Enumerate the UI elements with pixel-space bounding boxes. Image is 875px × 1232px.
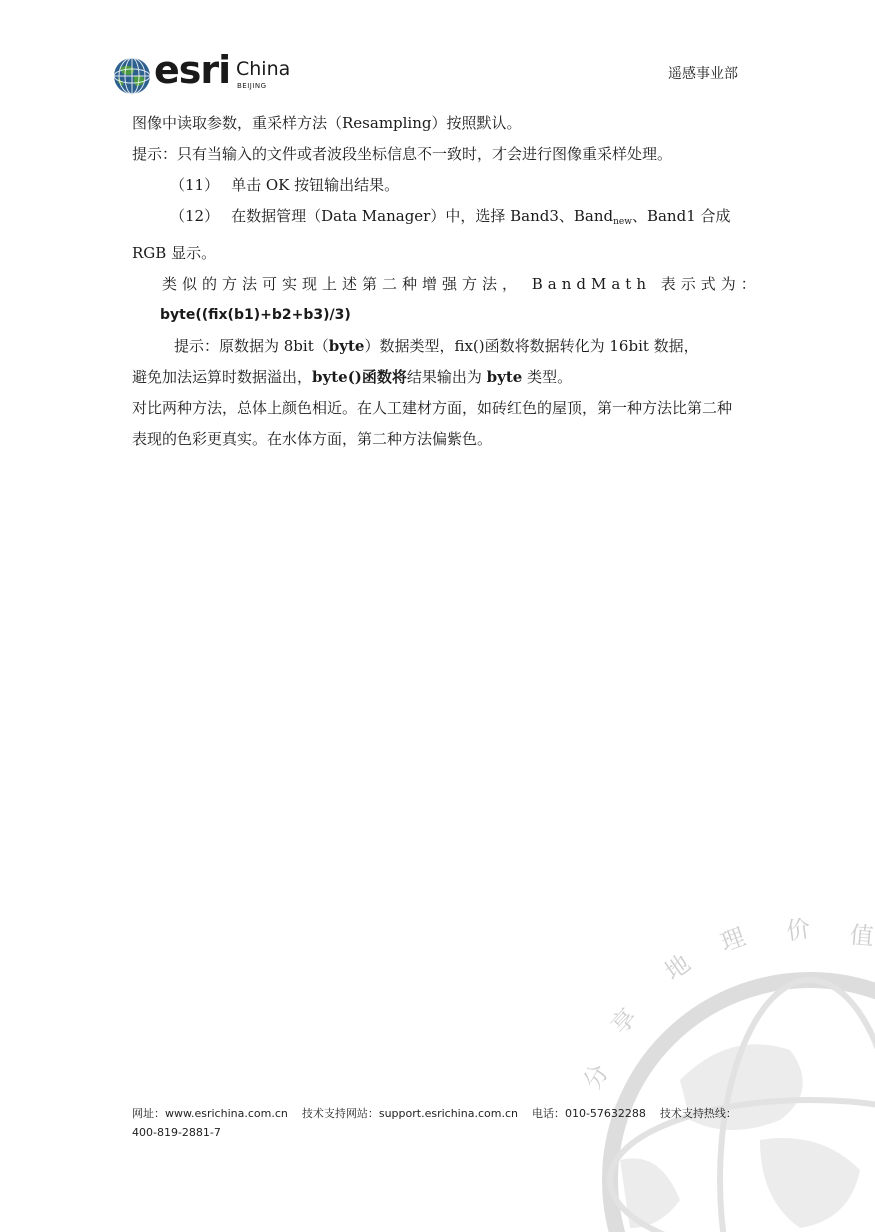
paragraph-comparison: 对比两种方法，总体上颜色相近。在人工建材方面，如砖红色的屋顶，第一种方法比第二种表现的色彩更真实。在水体方面，第二种方法偏紫色。 xyxy=(132,399,733,448)
watermark-char-3: 地 xyxy=(659,949,696,986)
paragraph-tip-datatype xyxy=(132,331,738,362)
esri-china-logo xyxy=(112,48,302,96)
document-body xyxy=(132,108,761,455)
department-label: 遥感事业部 xyxy=(668,66,738,82)
footer-support-site: 技术支持网站：support.esrichina.com.cn xyxy=(301,1107,518,1120)
watermark-char-4: 理 xyxy=(716,922,749,958)
step-12-continued: RGB 显示。 xyxy=(132,244,217,262)
watermark-char-5: 价 xyxy=(784,914,813,946)
step-11 xyxy=(132,170,738,201)
step-11-text: 单击 OK 按钮输出结果。 xyxy=(231,176,400,194)
watermark xyxy=(560,880,875,1228)
tip-text-a: 提示：原数据为 8bit（ xyxy=(174,337,329,355)
footer-website: 网址：www.esrichina.com.cn xyxy=(132,1107,288,1120)
tip-bold-byte-func: byte()函数将 xyxy=(312,368,407,386)
watermark-char-1: 分 xyxy=(578,1059,615,1095)
step-12-text-a: 在数据管理（Data Manager）中，选择 Band3、Band xyxy=(231,207,614,225)
paragraph-resampling: 图像中读取参数，重采样方法（Resampling）按照默认。 xyxy=(132,114,522,132)
step-12-subscript: new xyxy=(613,217,632,227)
step-11-number: （11） xyxy=(170,176,220,194)
paragraph-tip-coordinates: 提示：只有当输入的文件或者波段坐标信息不一致时，才会进行图像重采样处理。 xyxy=(132,145,673,163)
logo-china-text: China xyxy=(236,58,291,80)
watermark-char-6: 值 xyxy=(848,920,875,951)
tip-text-e: 类型。 xyxy=(522,368,573,386)
paragraph-similar-method: 类似的方法可实现上述第二种增强方法， BandMath 表示式为： xyxy=(162,275,761,293)
logo-esri-text: esri xyxy=(154,48,231,92)
tip-text-d: 结果输出为 xyxy=(406,368,487,386)
footer-hotline: 技术支持热线：400-819-2881-7 xyxy=(132,1107,737,1139)
tip-bold-byte: byte xyxy=(328,337,365,355)
step-12-number: （12） xyxy=(170,207,220,225)
footer-phone: 电话：010-57632288 xyxy=(531,1107,646,1120)
tip-bold-byte-type: byte xyxy=(486,368,523,386)
page-footer xyxy=(132,1104,742,1142)
watermark-char-2: 享 xyxy=(605,1002,643,1040)
step-12-text-b: 、Band1 合成 xyxy=(631,207,731,225)
step-12 xyxy=(132,201,738,238)
logo-beijing-text: BEIJING xyxy=(237,82,267,90)
tip-text-c: 避免加法运算时数据溢出， xyxy=(132,368,313,386)
bandmath-formula: byte((fix(b1)+b2+b3)/3) xyxy=(160,307,351,323)
tip-text-b: ）数据类型，fix()函数将数据转化为 16bit 数据， xyxy=(364,337,699,355)
paragraph-tip-datatype-continued xyxy=(132,362,738,393)
watermark-globe-icon xyxy=(560,880,869,1228)
globe-icon xyxy=(112,56,152,96)
